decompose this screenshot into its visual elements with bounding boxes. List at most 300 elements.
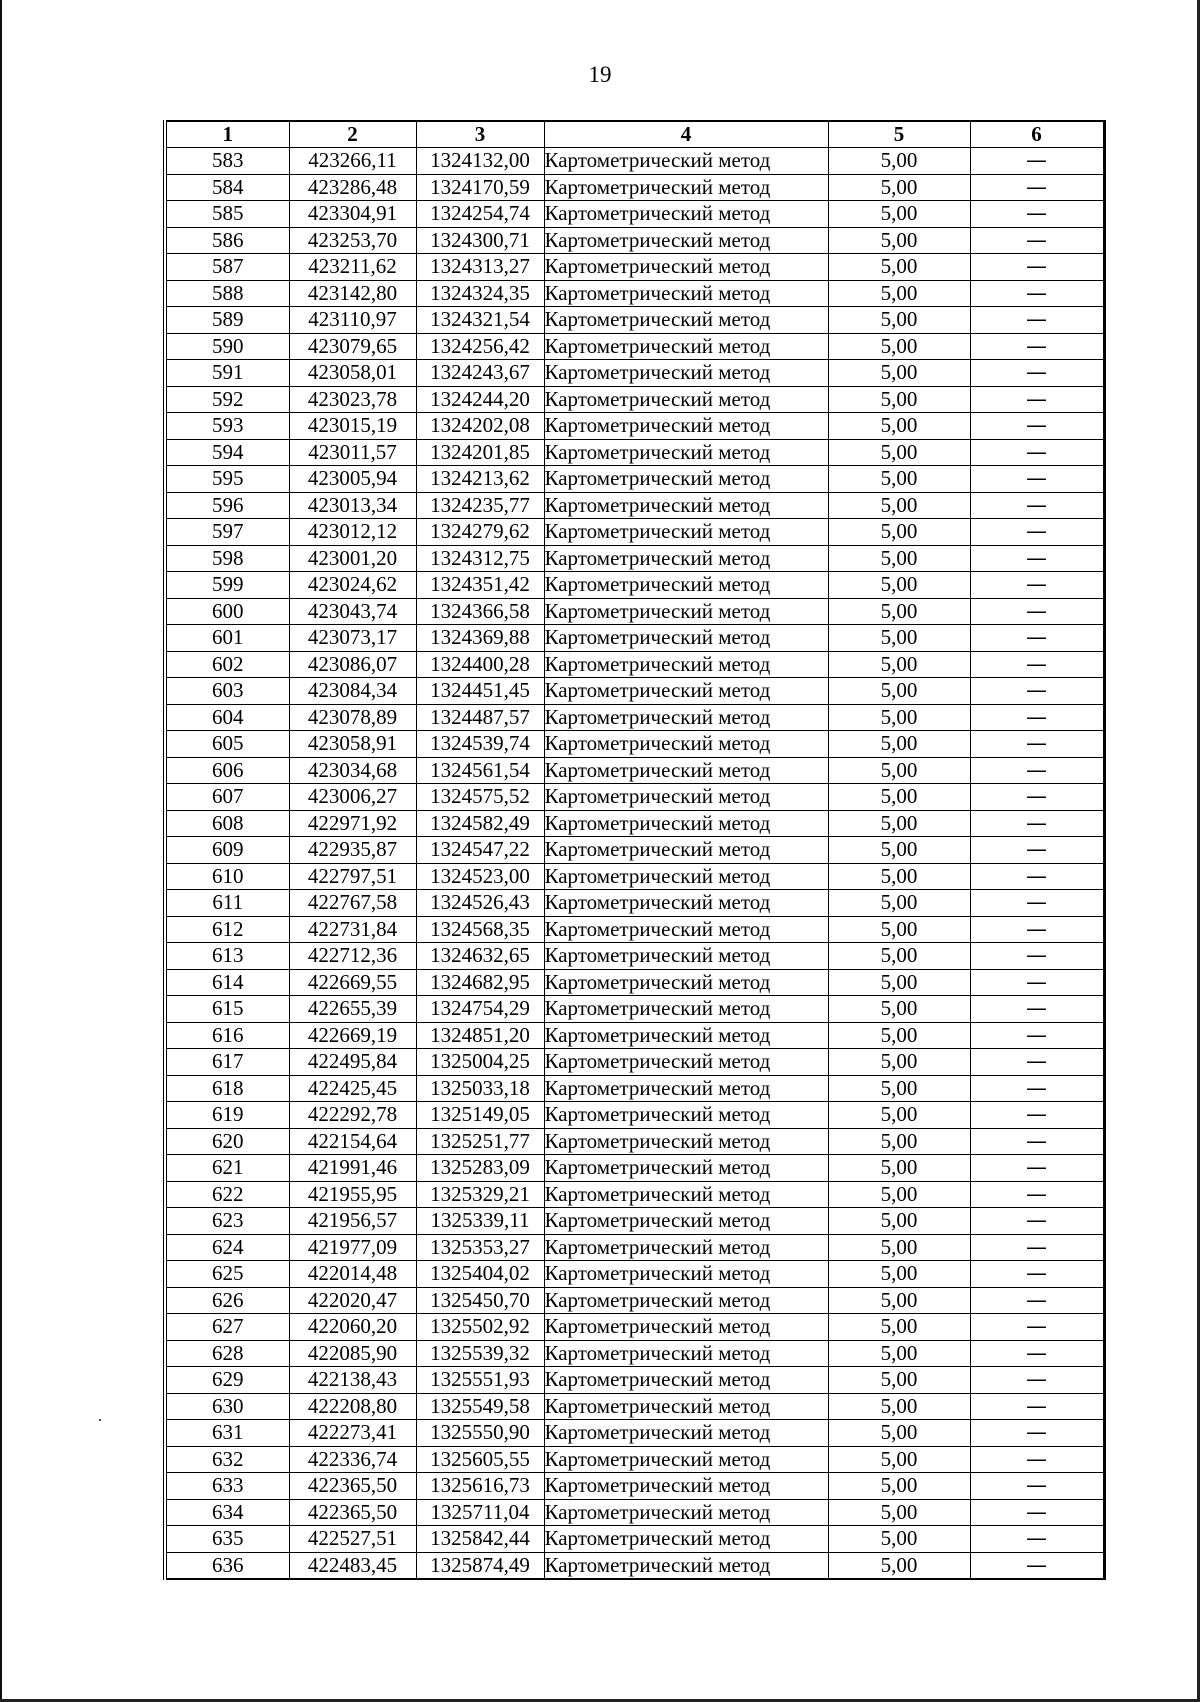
- note-cell: —: [970, 996, 1104, 1023]
- accuracy-cell: 5,00: [828, 1261, 970, 1288]
- coord-x-cell: 423034,68: [289, 757, 416, 784]
- table-row: [165, 1287, 1104, 1314]
- coord-y-cell: 1325329,21: [416, 1181, 544, 1208]
- point-number-cell: 635: [165, 1526, 289, 1553]
- note-cell: —: [970, 254, 1104, 281]
- note-cell: —: [970, 333, 1104, 360]
- coord-y-cell: 1325251,77: [416, 1128, 544, 1155]
- method-cell: Картометрический метод: [544, 572, 828, 599]
- note-cell: —: [970, 545, 1104, 572]
- accuracy-cell: 5,00: [828, 201, 970, 228]
- point-number-cell: 589: [165, 307, 289, 334]
- accuracy-cell: 5,00: [828, 1075, 970, 1102]
- note-cell: —: [970, 307, 1104, 334]
- table-row: [165, 1128, 1104, 1155]
- coord-y-cell: 1324487,57: [416, 704, 544, 731]
- coord-y-cell: 1324313,27: [416, 254, 544, 281]
- table-row: [165, 651, 1104, 678]
- coord-y-cell: 1325450,70: [416, 1287, 544, 1314]
- method-cell: Картометрический метод: [544, 996, 828, 1023]
- coord-y-cell: 1325550,90: [416, 1420, 544, 1447]
- note-cell: —: [970, 386, 1104, 413]
- note-cell: —: [970, 439, 1104, 466]
- coord-x-cell: 422797,51: [289, 863, 416, 890]
- table-row: [165, 1155, 1104, 1182]
- note-cell: —: [970, 1287, 1104, 1314]
- coord-x-cell: 423079,65: [289, 333, 416, 360]
- coord-x-cell: 422655,39: [289, 996, 416, 1023]
- note-cell: —: [970, 413, 1104, 440]
- note-cell: —: [970, 1367, 1104, 1394]
- accuracy-cell: 5,00: [828, 996, 970, 1023]
- method-cell: Картометрический метод: [544, 890, 828, 917]
- point-number-cell: 592: [165, 386, 289, 413]
- point-number-cell: 587: [165, 254, 289, 281]
- point-number-cell: 619: [165, 1102, 289, 1129]
- coord-y-cell: 1324351,42: [416, 572, 544, 599]
- coord-x-cell: 422060,20: [289, 1314, 416, 1341]
- accuracy-cell: 5,00: [828, 1102, 970, 1129]
- note-cell: —: [970, 810, 1104, 837]
- coord-y-cell: 1324523,00: [416, 863, 544, 890]
- method-cell: Картометрический метод: [544, 678, 828, 705]
- coord-y-cell: 1324201,85: [416, 439, 544, 466]
- table-row: [165, 227, 1104, 254]
- method-cell: Картометрический метод: [544, 1420, 828, 1447]
- table-header-row: [165, 121, 1104, 148]
- coord-y-cell: 1325549,58: [416, 1393, 544, 1420]
- coord-x-cell: 423012,12: [289, 519, 416, 546]
- coord-y-cell: 1325033,18: [416, 1075, 544, 1102]
- point-number-cell: 612: [165, 916, 289, 943]
- point-number-cell: 633: [165, 1473, 289, 1500]
- accuracy-cell: 5,00: [828, 439, 970, 466]
- table-row: [165, 969, 1104, 996]
- accuracy-cell: 5,00: [828, 1526, 970, 1553]
- accuracy-cell: 5,00: [828, 625, 970, 652]
- table-row: [165, 280, 1104, 307]
- coord-x-cell: 422767,58: [289, 890, 416, 917]
- point-number-cell: 596: [165, 492, 289, 519]
- point-number-cell: 615: [165, 996, 289, 1023]
- accuracy-cell: 5,00: [828, 280, 970, 307]
- method-cell: Картометрический метод: [544, 280, 828, 307]
- table-row: [165, 466, 1104, 493]
- method-cell: Картометрический метод: [544, 1128, 828, 1155]
- coord-x-cell: 422495,84: [289, 1049, 416, 1076]
- coord-y-cell: 1324575,52: [416, 784, 544, 811]
- table-row: [165, 307, 1104, 334]
- header-col-4: 4: [544, 121, 828, 148]
- note-cell: —: [970, 1499, 1104, 1526]
- coord-y-cell: 1325353,27: [416, 1234, 544, 1261]
- coord-y-cell: 1325616,73: [416, 1473, 544, 1500]
- note-cell: —: [970, 466, 1104, 493]
- coord-y-cell: 1324451,45: [416, 678, 544, 705]
- coord-x-cell: 423058,01: [289, 360, 416, 387]
- point-number-cell: 593: [165, 413, 289, 440]
- accuracy-cell: 5,00: [828, 174, 970, 201]
- accuracy-cell: 5,00: [828, 704, 970, 731]
- note-cell: —: [970, 1155, 1104, 1182]
- method-cell: Картометрический метод: [544, 201, 828, 228]
- note-cell: —: [970, 757, 1104, 784]
- table-row: [165, 1393, 1104, 1420]
- accuracy-cell: 5,00: [828, 519, 970, 546]
- accuracy-cell: 5,00: [828, 1446, 970, 1473]
- method-cell: Картометрический метод: [544, 1340, 828, 1367]
- table-row: [165, 1234, 1104, 1261]
- coord-x-cell: 422669,19: [289, 1022, 416, 1049]
- note-cell: —: [970, 916, 1104, 943]
- point-number-cell: 600: [165, 598, 289, 625]
- point-number-cell: 590: [165, 333, 289, 360]
- coord-y-cell: 1324526,43: [416, 890, 544, 917]
- coord-y-cell: 1324400,28: [416, 651, 544, 678]
- coord-x-cell: 422935,87: [289, 837, 416, 864]
- coord-y-cell: 1325149,05: [416, 1102, 544, 1129]
- accuracy-cell: 5,00: [828, 1499, 970, 1526]
- table-row: [165, 678, 1104, 705]
- accuracy-cell: 5,00: [828, 1287, 970, 1314]
- accuracy-cell: 5,00: [828, 757, 970, 784]
- point-number-cell: 620: [165, 1128, 289, 1155]
- note-cell: —: [970, 492, 1104, 519]
- note-cell: —: [970, 360, 1104, 387]
- note-cell: —: [970, 1393, 1104, 1420]
- table-row: [165, 1075, 1104, 1102]
- method-cell: Картометрический метод: [544, 1075, 828, 1102]
- coord-x-cell: 421956,57: [289, 1208, 416, 1235]
- method-cell: Картометрический метод: [544, 943, 828, 970]
- coord-x-cell: 423013,34: [289, 492, 416, 519]
- note-cell: —: [970, 625, 1104, 652]
- method-cell: Картометрический метод: [544, 545, 828, 572]
- accuracy-cell: 5,00: [828, 307, 970, 334]
- method-cell: Картометрический метод: [544, 863, 828, 890]
- method-cell: Картометрический метод: [544, 1049, 828, 1076]
- coord-y-cell: 1325004,25: [416, 1049, 544, 1076]
- note-cell: —: [970, 519, 1104, 546]
- coord-y-cell: 1324582,49: [416, 810, 544, 837]
- method-cell: Картометрический метод: [544, 598, 828, 625]
- coord-y-cell: 1324321,54: [416, 307, 544, 334]
- coord-x-cell: 423253,70: [289, 227, 416, 254]
- point-number-cell: 591: [165, 360, 289, 387]
- coord-x-cell: 423005,94: [289, 466, 416, 493]
- coord-y-cell: 1324132,00: [416, 148, 544, 175]
- note-cell: —: [970, 1208, 1104, 1235]
- method-cell: Картометрический метод: [544, 1552, 828, 1579]
- method-cell: Картометрический метод: [544, 625, 828, 652]
- point-number-cell: 585: [165, 201, 289, 228]
- coord-y-cell: 1324243,67: [416, 360, 544, 387]
- table-row: [165, 1340, 1104, 1367]
- coord-x-cell: 423304,91: [289, 201, 416, 228]
- note-cell: —: [970, 1314, 1104, 1341]
- table-row: [165, 545, 1104, 572]
- point-number-cell: 630: [165, 1393, 289, 1420]
- accuracy-cell: 5,00: [828, 386, 970, 413]
- coord-y-cell: 1325339,11: [416, 1208, 544, 1235]
- coord-x-cell: 422154,64: [289, 1128, 416, 1155]
- method-cell: Картометрический метод: [544, 969, 828, 996]
- coord-x-cell: 423043,74: [289, 598, 416, 625]
- table-row: [165, 174, 1104, 201]
- accuracy-cell: 5,00: [828, 598, 970, 625]
- point-number-cell: 632: [165, 1446, 289, 1473]
- table-row: [165, 943, 1104, 970]
- note-cell: —: [970, 1022, 1104, 1049]
- coord-x-cell: 422336,74: [289, 1446, 416, 1473]
- point-number-cell: 601: [165, 625, 289, 652]
- table-row: [165, 704, 1104, 731]
- coord-x-cell: 423011,57: [289, 439, 416, 466]
- table-row: [165, 201, 1104, 228]
- table-row: [165, 1314, 1104, 1341]
- point-number-cell: 604: [165, 704, 289, 731]
- coord-x-cell: 422273,41: [289, 1420, 416, 1447]
- coordinates-table-container: [163, 120, 1102, 1580]
- note-cell: —: [970, 943, 1104, 970]
- method-cell: Картометрический метод: [544, 1314, 828, 1341]
- method-cell: Картометрический метод: [544, 439, 828, 466]
- accuracy-cell: 5,00: [828, 1049, 970, 1076]
- coord-x-cell: 423266,11: [289, 148, 416, 175]
- note-cell: —: [970, 572, 1104, 599]
- accuracy-cell: 5,00: [828, 651, 970, 678]
- point-number-cell: 608: [165, 810, 289, 837]
- coord-x-cell: 422138,43: [289, 1367, 416, 1394]
- note-cell: —: [970, 1473, 1104, 1500]
- method-cell: Картометрический метод: [544, 386, 828, 413]
- table-row: [165, 1049, 1104, 1076]
- accuracy-cell: 5,00: [828, 1340, 970, 1367]
- coord-y-cell: 1324366,58: [416, 598, 544, 625]
- coord-x-cell: 423086,07: [289, 651, 416, 678]
- note-cell: —: [970, 1128, 1104, 1155]
- note-cell: —: [970, 678, 1104, 705]
- note-cell: —: [970, 1340, 1104, 1367]
- coord-x-cell: 423142,80: [289, 280, 416, 307]
- note-cell: —: [970, 837, 1104, 864]
- table-row: [165, 413, 1104, 440]
- table-row: [165, 837, 1104, 864]
- point-number-cell: 586: [165, 227, 289, 254]
- point-number-cell: 613: [165, 943, 289, 970]
- table-row: [165, 598, 1104, 625]
- accuracy-cell: 5,00: [828, 466, 970, 493]
- method-cell: Картометрический метод: [544, 1526, 828, 1553]
- point-number-cell: 618: [165, 1075, 289, 1102]
- coord-y-cell: 1325874,49: [416, 1552, 544, 1579]
- method-cell: Картометрический метод: [544, 413, 828, 440]
- point-number-cell: 622: [165, 1181, 289, 1208]
- method-cell: Картометрический метод: [544, 254, 828, 281]
- accuracy-cell: 5,00: [828, 492, 970, 519]
- accuracy-cell: 5,00: [828, 784, 970, 811]
- note-cell: —: [970, 598, 1104, 625]
- coord-x-cell: 423073,17: [289, 625, 416, 652]
- table-row: [165, 572, 1104, 599]
- coord-x-cell: 422208,80: [289, 1393, 416, 1420]
- coord-x-cell: 423084,34: [289, 678, 416, 705]
- point-number-cell: 624: [165, 1234, 289, 1261]
- table-row: [165, 1208, 1104, 1235]
- coord-y-cell: 1324369,88: [416, 625, 544, 652]
- coord-y-cell: 1324244,20: [416, 386, 544, 413]
- note-cell: —: [970, 1261, 1104, 1288]
- method-cell: Картометрический метод: [544, 360, 828, 387]
- accuracy-cell: 5,00: [828, 148, 970, 175]
- method-cell: Картометрический метод: [544, 1499, 828, 1526]
- header-col-3: 3: [416, 121, 544, 148]
- point-number-cell: 628: [165, 1340, 289, 1367]
- coord-x-cell: 423110,97: [289, 307, 416, 334]
- table-row: [165, 810, 1104, 837]
- table-row: [165, 863, 1104, 890]
- coord-y-cell: 1324547,22: [416, 837, 544, 864]
- coord-x-cell: 421955,95: [289, 1181, 416, 1208]
- point-number-cell: 588: [165, 280, 289, 307]
- coord-y-cell: 1324632,65: [416, 943, 544, 970]
- point-number-cell: 636: [165, 1552, 289, 1579]
- table-row: [165, 784, 1104, 811]
- accuracy-cell: 5,00: [828, 890, 970, 917]
- coord-x-cell: 423058,91: [289, 731, 416, 758]
- point-number-cell: 626: [165, 1287, 289, 1314]
- note-cell: —: [970, 1420, 1104, 1447]
- point-number-cell: 583: [165, 148, 289, 175]
- coord-x-cell: 423015,19: [289, 413, 416, 440]
- method-cell: Картометрический метод: [544, 1155, 828, 1182]
- table-row: [165, 360, 1104, 387]
- accuracy-cell: 5,00: [828, 545, 970, 572]
- method-cell: Картометрический метод: [544, 519, 828, 546]
- coord-y-cell: 1325551,93: [416, 1367, 544, 1394]
- table-row: [165, 439, 1104, 466]
- coord-y-cell: 1325502,92: [416, 1314, 544, 1341]
- accuracy-cell: 5,00: [828, 969, 970, 996]
- note-cell: —: [970, 1234, 1104, 1261]
- coordinates-table: [163, 120, 1106, 1580]
- coord-x-cell: 423078,89: [289, 704, 416, 731]
- table-row: [165, 1552, 1104, 1579]
- point-number-cell: 602: [165, 651, 289, 678]
- accuracy-cell: 5,00: [828, 1022, 970, 1049]
- table-row: [165, 916, 1104, 943]
- point-number-cell: 594: [165, 439, 289, 466]
- method-cell: Картометрический метод: [544, 916, 828, 943]
- method-cell: Картометрический метод: [544, 810, 828, 837]
- note-cell: —: [970, 704, 1104, 731]
- point-number-cell: 595: [165, 466, 289, 493]
- accuracy-cell: 5,00: [828, 731, 970, 758]
- point-number-cell: 606: [165, 757, 289, 784]
- accuracy-cell: 5,00: [828, 1234, 970, 1261]
- note-cell: —: [970, 784, 1104, 811]
- table-row: [165, 1181, 1104, 1208]
- note-cell: —: [970, 969, 1104, 996]
- coord-x-cell: 421977,09: [289, 1234, 416, 1261]
- table-row: [165, 254, 1104, 281]
- method-cell: Картометрический метод: [544, 651, 828, 678]
- header-col-5: 5: [828, 121, 970, 148]
- scan-speck: [99, 1419, 101, 1421]
- coord-x-cell: 423001,20: [289, 545, 416, 572]
- method-cell: Картометрический метод: [544, 1208, 828, 1235]
- coord-y-cell: 1324235,77: [416, 492, 544, 519]
- point-number-cell: 607: [165, 784, 289, 811]
- coord-x-cell: 423211,62: [289, 254, 416, 281]
- table-row: [165, 1367, 1104, 1394]
- point-number-cell: 616: [165, 1022, 289, 1049]
- table-row: [165, 333, 1104, 360]
- header-col-1: 1: [165, 121, 289, 148]
- accuracy-cell: 5,00: [828, 810, 970, 837]
- point-number-cell: 627: [165, 1314, 289, 1341]
- coord-x-cell: 422292,78: [289, 1102, 416, 1129]
- coord-x-cell: 422085,90: [289, 1340, 416, 1367]
- table-row: [165, 996, 1104, 1023]
- method-cell: Картометрический метод: [544, 1181, 828, 1208]
- accuracy-cell: 5,00: [828, 837, 970, 864]
- point-number-cell: 623: [165, 1208, 289, 1235]
- note-cell: —: [970, 227, 1104, 254]
- method-cell: Картометрический метод: [544, 1102, 828, 1129]
- note-cell: —: [970, 1075, 1104, 1102]
- note-cell: —: [970, 174, 1104, 201]
- accuracy-cell: 5,00: [828, 1128, 970, 1155]
- method-cell: Картометрический метод: [544, 704, 828, 731]
- point-number-cell: 629: [165, 1367, 289, 1394]
- method-cell: Картометрический метод: [544, 1473, 828, 1500]
- coord-y-cell: 1324312,75: [416, 545, 544, 572]
- note-cell: —: [970, 863, 1104, 890]
- method-cell: Картометрический метод: [544, 148, 828, 175]
- table-row: [165, 1473, 1104, 1500]
- method-cell: Картометрический метод: [544, 333, 828, 360]
- accuracy-cell: 5,00: [828, 1393, 970, 1420]
- table-row: [165, 625, 1104, 652]
- method-cell: Картометрический метод: [544, 731, 828, 758]
- accuracy-cell: 5,00: [828, 1473, 970, 1500]
- coord-x-cell: 421991,46: [289, 1155, 416, 1182]
- point-number-cell: 631: [165, 1420, 289, 1447]
- coord-y-cell: 1324170,59: [416, 174, 544, 201]
- accuracy-cell: 5,00: [828, 1367, 970, 1394]
- point-number-cell: 634: [165, 1499, 289, 1526]
- accuracy-cell: 5,00: [828, 360, 970, 387]
- coord-y-cell: 1324202,08: [416, 413, 544, 440]
- coord-y-cell: 1325842,44: [416, 1526, 544, 1553]
- accuracy-cell: 5,00: [828, 1314, 970, 1341]
- point-number-cell: 603: [165, 678, 289, 705]
- accuracy-cell: 5,00: [828, 1155, 970, 1182]
- coord-y-cell: 1324568,35: [416, 916, 544, 943]
- point-number-cell: 605: [165, 731, 289, 758]
- accuracy-cell: 5,00: [828, 1208, 970, 1235]
- method-cell: Картометрический метод: [544, 784, 828, 811]
- table-row: [165, 148, 1104, 175]
- coord-y-cell: 1324256,42: [416, 333, 544, 360]
- point-number-cell: 609: [165, 837, 289, 864]
- coord-x-cell: 422712,36: [289, 943, 416, 970]
- accuracy-cell: 5,00: [828, 333, 970, 360]
- accuracy-cell: 5,00: [828, 1552, 970, 1579]
- accuracy-cell: 5,00: [828, 943, 970, 970]
- coord-y-cell: 1324279,62: [416, 519, 544, 546]
